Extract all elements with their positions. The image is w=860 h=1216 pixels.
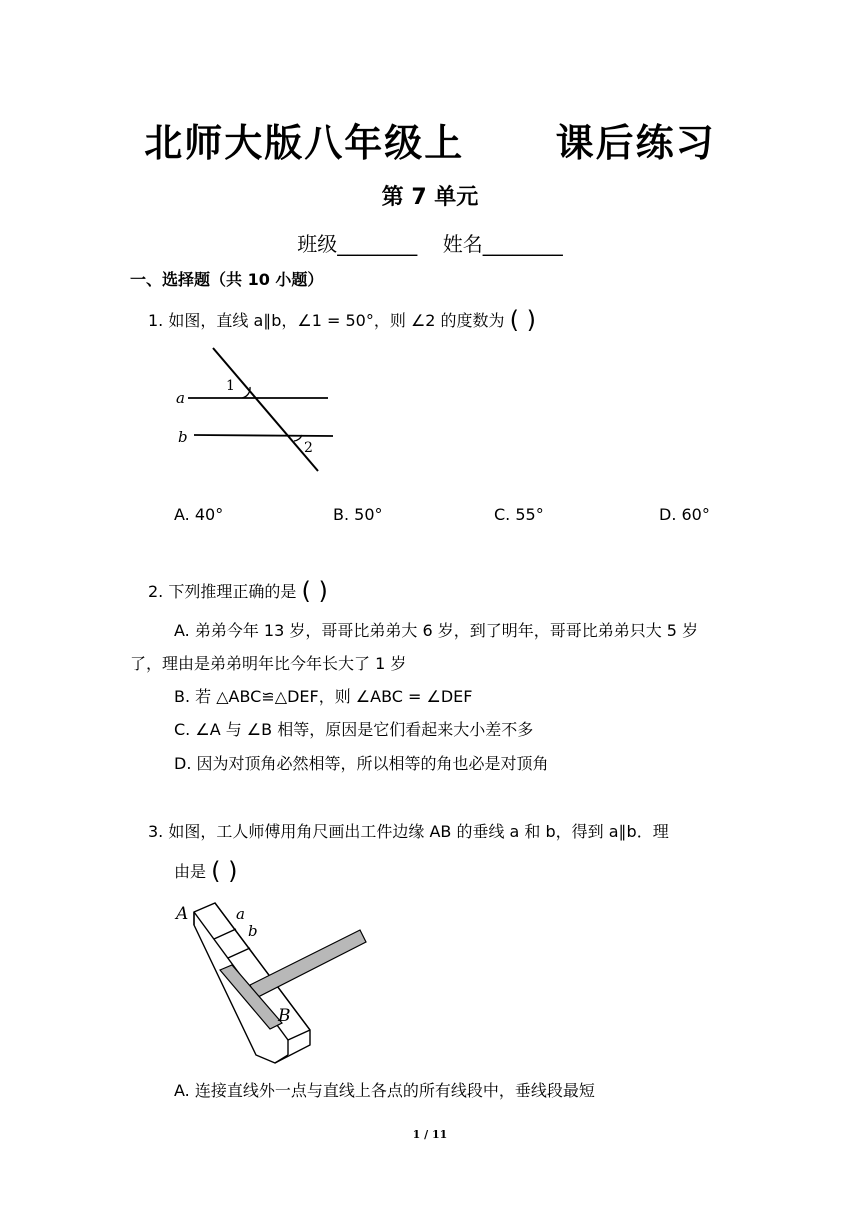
label-angle-2: 2 <box>304 440 313 456</box>
question-3-answer-blank: ( ) <box>211 857 238 885</box>
question-1-figure <box>170 343 350 478</box>
label-angle-1: 1 <box>226 378 235 394</box>
question-3-stem-line2 <box>174 857 238 885</box>
question-2-option-d: D. 因为对顶角必然相等，所以相等的角也必是对顶角 <box>174 754 549 773</box>
question-2-text: 2. 下列推理正确的是 <box>148 582 297 601</box>
class-name-line: 班级________ 姓名________ <box>297 232 563 256</box>
question-2-answer-blank: ( ) <box>301 577 328 605</box>
label-B: B <box>278 1006 291 1026</box>
square-ruler-arm <box>250 930 366 998</box>
question-1-stem <box>148 306 537 334</box>
unit-subtitle: 第 7 单元 <box>381 185 479 210</box>
question-2-option-a-line2: 了，理由是弟弟明年比今年长大了 1 岁 <box>130 654 407 673</box>
question-3-option-a: A. 连接直线外一点与直线上各点的所有线段中，垂线段最短 <box>174 1081 595 1100</box>
label-b: b <box>248 922 258 940</box>
label-A: A <box>176 904 189 924</box>
question-2-stem <box>148 577 328 605</box>
section-heading: 一、选择题（共 10 小题） <box>130 270 324 289</box>
question-2-option-c: C. ∠A 与 ∠B 相等，原因是它们看起来大小差不多 <box>174 720 534 739</box>
question-1-text: 1. 如图，直线 a∥b，∠1 = 50°，则 ∠2 的度数为 <box>148 311 505 330</box>
question-1-option-b: B. 50° <box>333 505 383 524</box>
label-a: a <box>176 389 185 407</box>
question-3-text: 由是 <box>174 862 207 881</box>
label-a: a <box>236 905 245 923</box>
question-2-option-a-line1: A. 弟弟今年 13 岁，哥哥比弟弟大 6 岁，到了明年，哥哥比弟弟只大 5 岁 <box>174 621 699 640</box>
label-b: b <box>178 428 188 446</box>
question-1-option-c: C. 55° <box>494 505 544 524</box>
question-1-answer-blank: ( ) <box>509 306 537 334</box>
transversal-line <box>213 348 318 471</box>
question-1-option-a: A. 40° <box>174 505 224 524</box>
line-b <box>194 435 333 436</box>
page-title: 北师大版八年级上 课后练习 <box>144 121 716 165</box>
question-2-option-b: B. 若 △ABC≌△DEF，则 ∠ABC = ∠DEF <box>174 687 473 706</box>
question-1-option-d: D. 60° <box>659 505 710 524</box>
question-3-stem-line1: 3. 如图，工人师傅用角尺画出工件边缘 AB 的垂线 a 和 b，得到 a∥b．理 <box>148 822 669 841</box>
page-number: 1 / 11 <box>412 1128 448 1141</box>
question-3-figure <box>170 895 375 1070</box>
